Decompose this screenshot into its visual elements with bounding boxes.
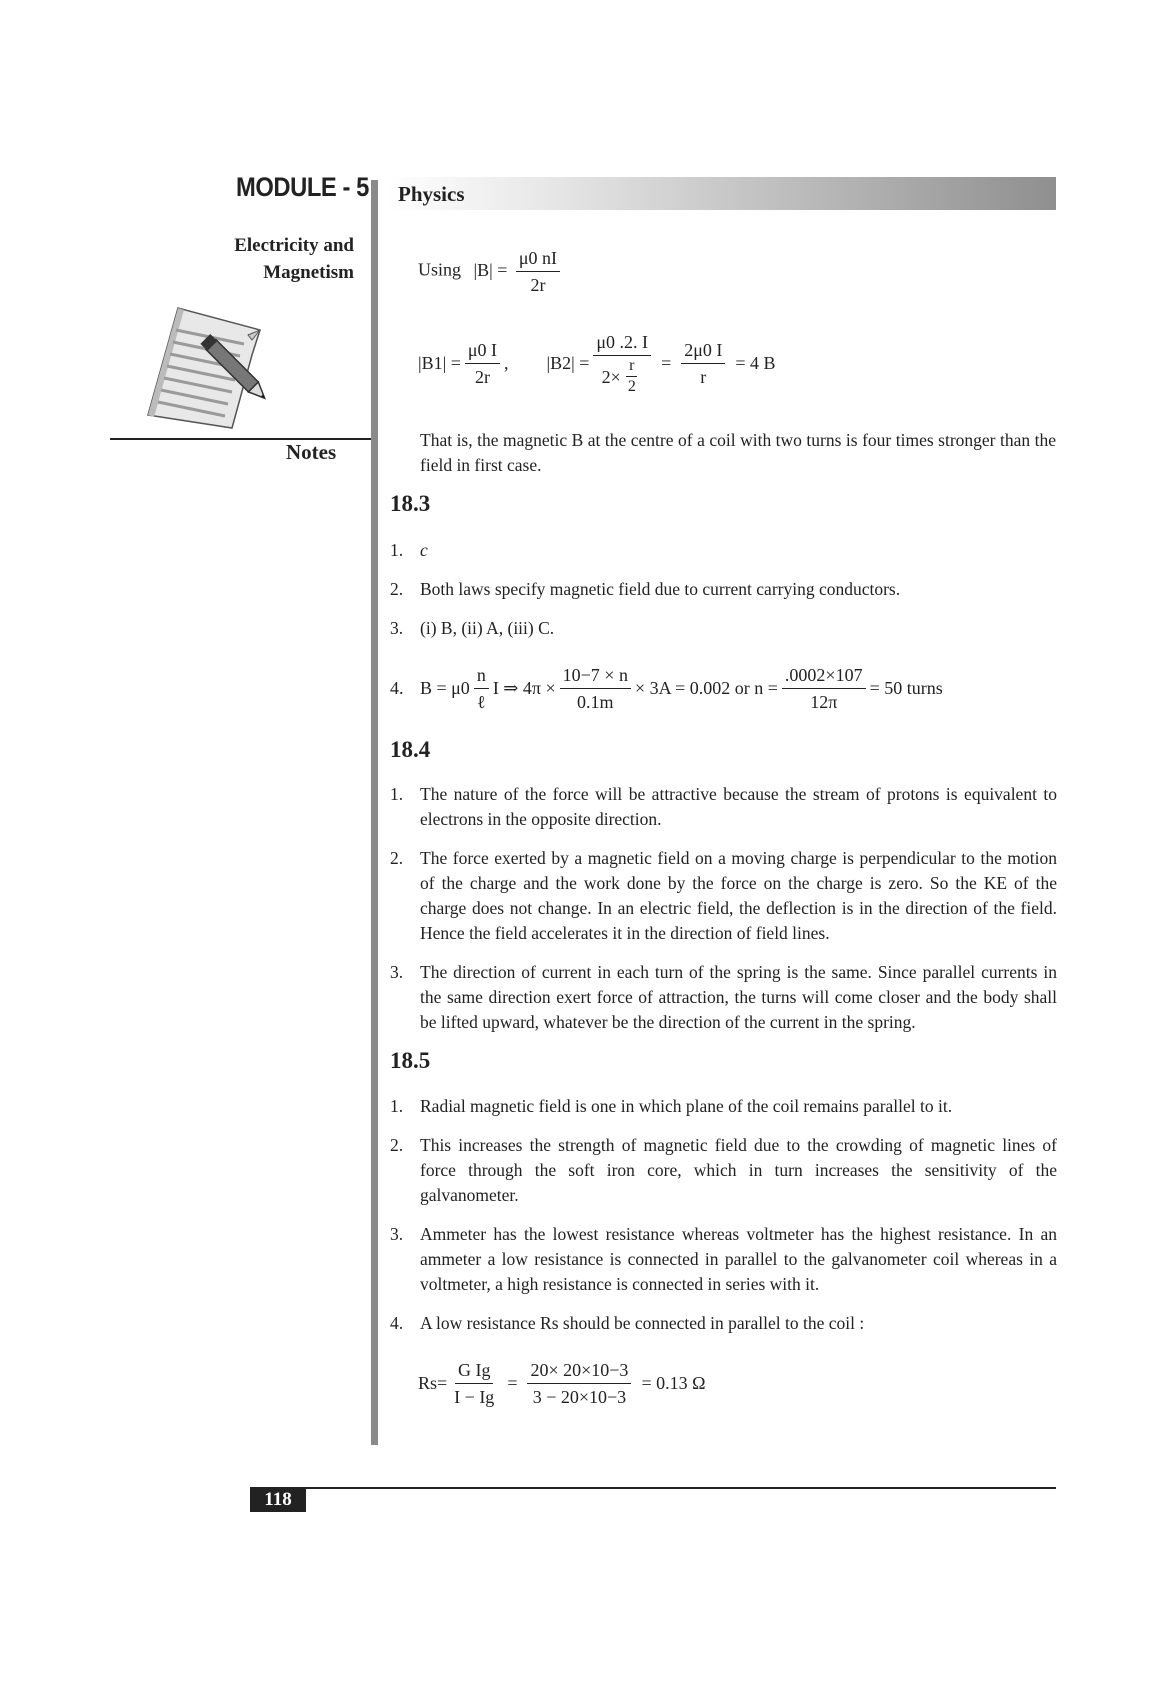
section-name-line1: Electricity and (234, 235, 354, 256)
eq2-b2: |B2| = (546, 352, 590, 373)
item-number: 3. (390, 1224, 404, 1244)
list-item (390, 1311, 1057, 1336)
item-text: The direction of current in each turn of the spring is the same. Since parallel currents in the same direction exert force of attraction, the turns will come closer and the body shall be lifted upward, whatever be the direction of the current in the spring. (420, 962, 1057, 1032)
equation-using-b (418, 246, 564, 297)
notes-pencil-icon (140, 300, 290, 440)
eq-mid2: × 3A = 0.002 or n = (634, 678, 778, 698)
eq-lhs: B = μ0 (420, 678, 470, 698)
eq2-result-num: 2μ0 I (681, 338, 725, 364)
eq1-prefix: Using (418, 259, 462, 280)
fraction-den: 0.1m (577, 692, 614, 712)
eq-lhs: Rs= (418, 1373, 448, 1393)
eq-mid: I ⇒ 4π × (492, 678, 556, 698)
eq-fraction-n-l (474, 663, 489, 714)
fraction-num: 20× 20×10−3 (527, 1358, 631, 1384)
fraction-den: 3 − 20×10−3 (532, 1387, 627, 1407)
eq-fraction-ten (560, 663, 631, 714)
eq2-b2-num: μ0 .2. I (593, 330, 651, 356)
section-name (234, 232, 354, 286)
item-number: 4. (390, 678, 404, 698)
footer-line (250, 1487, 1056, 1489)
eq2-result-fraction (681, 338, 725, 389)
item-number: 1. (390, 1096, 404, 1116)
page-number: 118 (250, 1487, 306, 1512)
list-item (390, 782, 1057, 832)
section-18-4-title: 18.4 (390, 737, 431, 762)
section-18-3-title: 18.3 (390, 491, 431, 516)
eq2-b2-den-fraction (625, 357, 639, 396)
fraction-num: 10−7 × n (560, 663, 631, 689)
eq2-result-den: r (700, 366, 707, 387)
list-item (390, 960, 1057, 1035)
item-number: 4. (390, 1313, 404, 1333)
item-text: A low resistance Rs should be connected in parallel to the coil : (420, 1313, 865, 1333)
section-18-3-item4-equation (390, 663, 943, 714)
eq2-result: = 4 B (735, 352, 776, 373)
eq-fraction-n (782, 663, 866, 714)
eq2-b1-den: 2r (474, 366, 490, 387)
item-number: 1. (390, 784, 404, 804)
eq-equals: = (507, 1373, 518, 1393)
equation-shunt-resistance (418, 1358, 705, 1409)
header-title: Physics (398, 182, 465, 206)
item-number: 2. (390, 579, 404, 599)
equation-b1-b2: |B1| = $\frac{\mu 0 I}{2r}$ , |B2| = μ0 .2. I 2× $\frac{r}{2}$ = $\frac{2\mu 0 I}{r}$ = 4 B (418, 332, 776, 395)
eq1-denominator: 2r (530, 275, 546, 295)
eq-result: = 0.13 Ω (641, 1373, 706, 1393)
eq1-fraction (516, 246, 560, 297)
module-label: MODULE - 5 (236, 172, 369, 202)
section-18-4-list (390, 782, 1057, 1035)
eq-fraction-values (527, 1358, 631, 1409)
eq2-b2-den-num: r (626, 357, 637, 377)
fraction-den: ℓ (477, 692, 486, 712)
item-text: (i) B, (ii) A, (iii) C. (420, 618, 555, 638)
section-18-3-list (390, 538, 1057, 641)
item-text: The force exerted by a magnetic field on a moving charge is perpendicular to the motion of the charge and the work done by the force on the charge is zero. So the KE of the charge does not change. In an electric field, the deflection is in the direction of the field. Hence the field accelerates it in the direction of field lines. (420, 848, 1057, 943)
item-text: Both laws specify magnetic field due to current carrying conductors. (420, 579, 901, 599)
list-item (390, 577, 1057, 602)
item-number: 2. (390, 848, 404, 868)
item-text: Radial magnetic field is one in which plane of the coil remains parallel to it. (420, 1096, 953, 1116)
list-item (390, 1133, 1057, 1208)
notes-label: Notes (286, 440, 337, 464)
fraction-den: I − Ig (454, 1387, 495, 1407)
eq-end: = 50 turns (869, 678, 943, 698)
eq2-b2-den-a: 2× (601, 366, 621, 387)
fraction-num: n (474, 663, 489, 689)
eq2-equals: = (661, 352, 672, 373)
item-number: 3. (390, 618, 404, 638)
list-item (390, 846, 1057, 946)
eq-fraction-g (451, 1358, 497, 1409)
eq2-b2-fraction (593, 330, 651, 396)
item-text: This increases the strength of magnetic field due to the crowding of magnetic lines of force through the soft iron core, which in turn increases the sensitivity of the galvanometer. (420, 1135, 1057, 1205)
item-text: The nature of the force will be attractive because the stream of protons is equivalent to electrons in the opposite direction. (420, 784, 1057, 829)
margin-vertical-bar (371, 180, 378, 1445)
eq2-b2-den-den: 2 (627, 378, 636, 395)
section-18-5-list (390, 1094, 1057, 1336)
section-name-line2: Magnetism (263, 262, 354, 283)
eq2-b1-num: μ0 I (465, 338, 500, 364)
item-number: 1. (390, 540, 404, 560)
eq2-b2-den (599, 356, 646, 396)
item-number: 3. (390, 962, 404, 982)
item-text: Ammeter has the lowest resistance whereas voltmeter has the highest resistance. In an ammeter a low resistance is connected in parallel to the galvanometer coil whereas in a voltmeter, a high resistance is connected in series with it. (420, 1224, 1057, 1294)
item-number: 2. (390, 1135, 404, 1155)
section-18-5-title: 18.5 (390, 1048, 431, 1073)
eq2-b1-fraction (465, 338, 500, 389)
list-item (390, 538, 1057, 563)
header-bar (388, 177, 1056, 210)
item-text: c (420, 540, 428, 560)
list-item (390, 1094, 1057, 1119)
eq1-numerator: μ0 nI (516, 246, 560, 272)
paragraph-four-times: That is, the magnetic B at the centre of a coil with two turns is four times stronger than the field in first case. (420, 430, 1056, 475)
list-item (390, 616, 1057, 641)
fraction-num: .0002×107 (782, 663, 866, 689)
fraction-den: 12π (810, 692, 838, 712)
fraction-num: G Ig (455, 1358, 494, 1384)
list-item (390, 1222, 1057, 1297)
eq1-lhs: |B| = (473, 259, 508, 280)
eq2-b1: |B1| = (418, 352, 461, 373)
